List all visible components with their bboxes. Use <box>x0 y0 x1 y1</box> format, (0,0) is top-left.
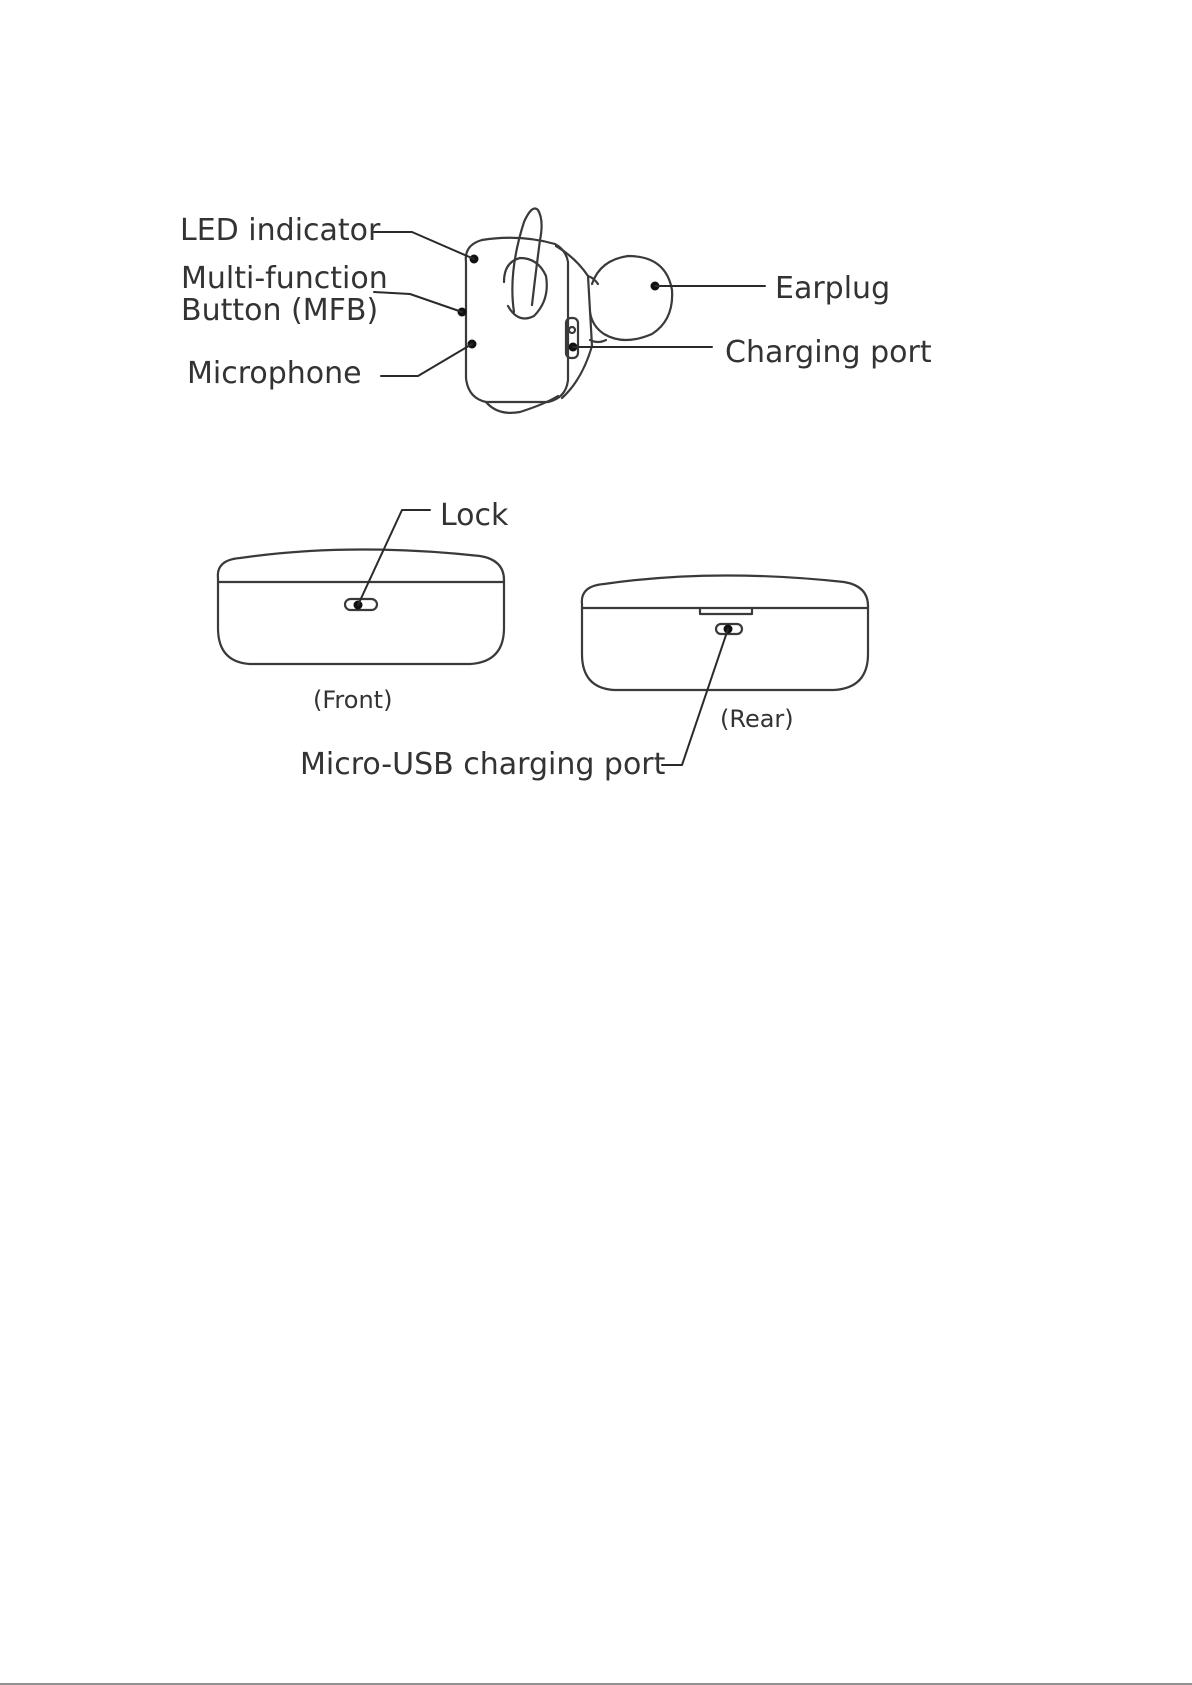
earbud-nozzle <box>556 246 592 398</box>
earbud-drawing <box>180 209 932 413</box>
mfb-label-line1: Multi-function <box>181 261 388 296</box>
earbud-charging-pin-top <box>569 327 575 333</box>
usb-port-leader-line <box>662 629 728 765</box>
earbud-ear-hook <box>512 209 541 313</box>
lock-leader-line <box>358 510 430 605</box>
mfb-label-line2: Button (MFB) <box>181 293 379 328</box>
earbud-bottom-lip <box>486 396 558 413</box>
earbud-body <box>482 238 568 402</box>
lock-label: Lock <box>440 498 509 533</box>
earplug-label: Earplug <box>775 271 891 306</box>
usb-port-label: Micro-USB charging port <box>300 747 666 782</box>
microphone-label: Microphone <box>187 356 362 391</box>
earplug-tip <box>590 256 672 340</box>
front-label: (Front) <box>313 686 393 714</box>
earbud-ear-hook-base <box>504 258 547 318</box>
case-rear-outline <box>582 575 868 690</box>
led-leader-line <box>374 232 474 259</box>
charging-port-label: Charging port <box>725 335 932 370</box>
led-indicator-label: LED indicator <box>180 213 381 248</box>
case-front-drawing <box>218 498 509 714</box>
case-rear-drawing <box>300 575 868 782</box>
microphone-leader-line <box>381 344 472 376</box>
rear-label: (Rear) <box>720 705 794 733</box>
earbud-front-face <box>466 240 486 402</box>
